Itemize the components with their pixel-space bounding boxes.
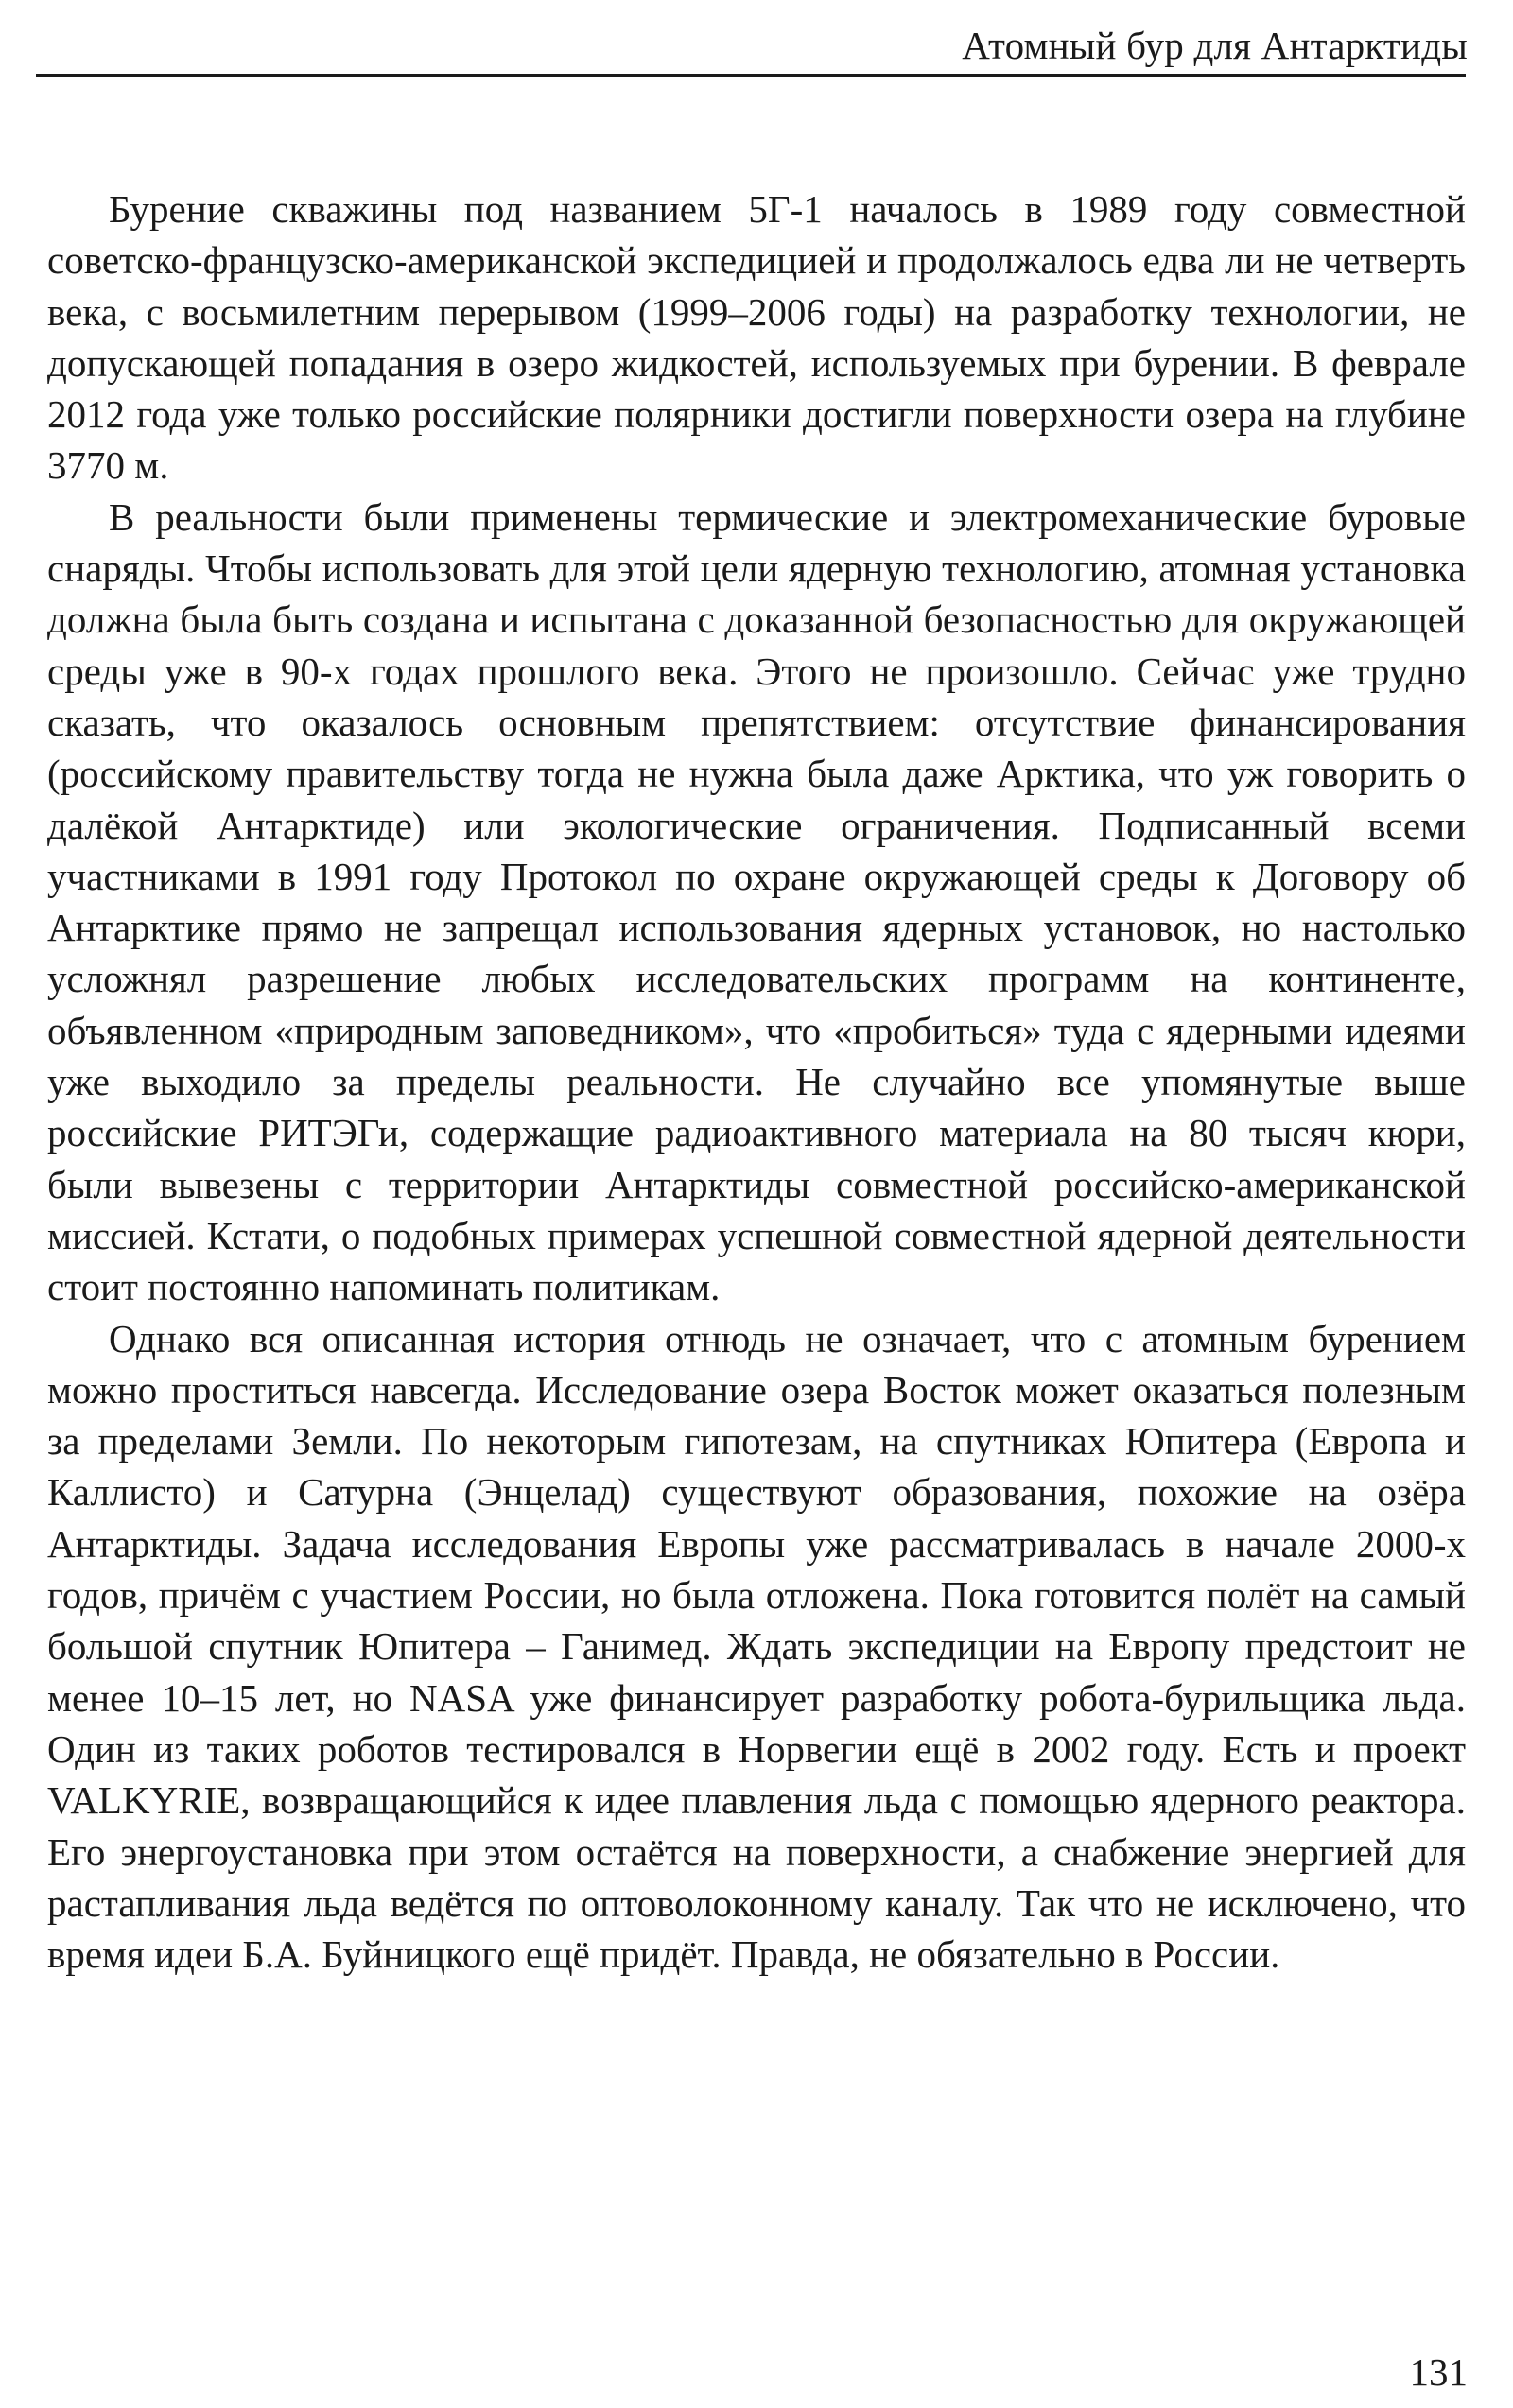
paragraph-1: Бурение скважины под названием 5Г-1 началось в 1989 году совместной советско-французско-американской экспедицией и продолжалось едва ли не четверть века, с восьмилетним перерывом (1999–2006 годы) на разработку технологии, не допускающей попадания в озеро жидкостей, используемых при бурении. В феврале 2012 года уже только российские полярники достигли поверхности озера на глубине 3770 м.: [47, 187, 1466, 488]
page-number: 131: [1409, 2350, 1468, 2394]
running-title: Атомный бур для Антарктиды: [962, 24, 1468, 67]
paragraph-3: Однако вся описанная история отнюдь не означает, что с атомным бурением можно проститься навсегда. Исследование озера Восток может оказаться полезным за пределами Земли. По некоторым гипотезам, на спутниках Юпитера (Европа и Каллисто) и Сатурна (Энцелад) существуют образования, похожие на озёра Антарктиды. Задача исследования Европы уже рассматривалась в начале 2000-х годов, причём с участием России, но была отложена. Пока готовится полёт на самый большой спутник Юпитера – Ганимед. Ждать экспедиции на Европу предстоит не менее 10–15 лет, но NASA уже финансирует разработку робота-бурильщика льда. Один из таких роботов тестировался в Норвегии ещё в 2002 году. Есть и проект VALKYRIE, возвращающийся к идее плавления льда с помощью ядерного реактора. Его энергоустановка при этом остаётся на поверхности, а снабжение энергией для растапливания льда ведётся по оптоволоконному каналу. Так что не исключено, что время идеи Б.А. Буйницкого ещё придёт. Правда, не обязательно в России.: [47, 1316, 1466, 1977]
body-text: [47, 183, 1466, 1980]
paragraph-2: В реальности были применены термические и электромеханические буровые снаряды. Чтобы использовать для этой цели ядерную технологию, атомная установка должна была быть создана и испытана с доказанной безопасностью для окружающей среды уже в 90-х годах прошлого века. Этого не произошло. Сейчас уже трудно сказать, что оказалось основным препятствием: отсутствие финансирования (российскому правительству тогда не нужна была даже Арктика, что уж говорить о далёкой Антарктиде) или экологические ограничения. Подписанный всеми участниками в 1991 году Протокол по охране окружающей среды к Договору об Антарктике прямо не запрещал использования ядерных установок, но настолько усложнял разрешение любых исследовательских программ на континенте, объявленном «природным заповедником», что «пробиться» туда с ядерными идеями уже выходило за пределы реальности. Не случайно все упомянутые выше российские РИТЭГи, содержащие радиоактивного материала на 80 тысяч кюри, были вывезены с территории Антарктиды совместной российско-американской миссией. Кстати, о подобных примерах успешной совместной ядерной деятельности стоит постоянно напоминать политикам.: [47, 494, 1466, 1309]
header-rule: [36, 74, 1466, 77]
